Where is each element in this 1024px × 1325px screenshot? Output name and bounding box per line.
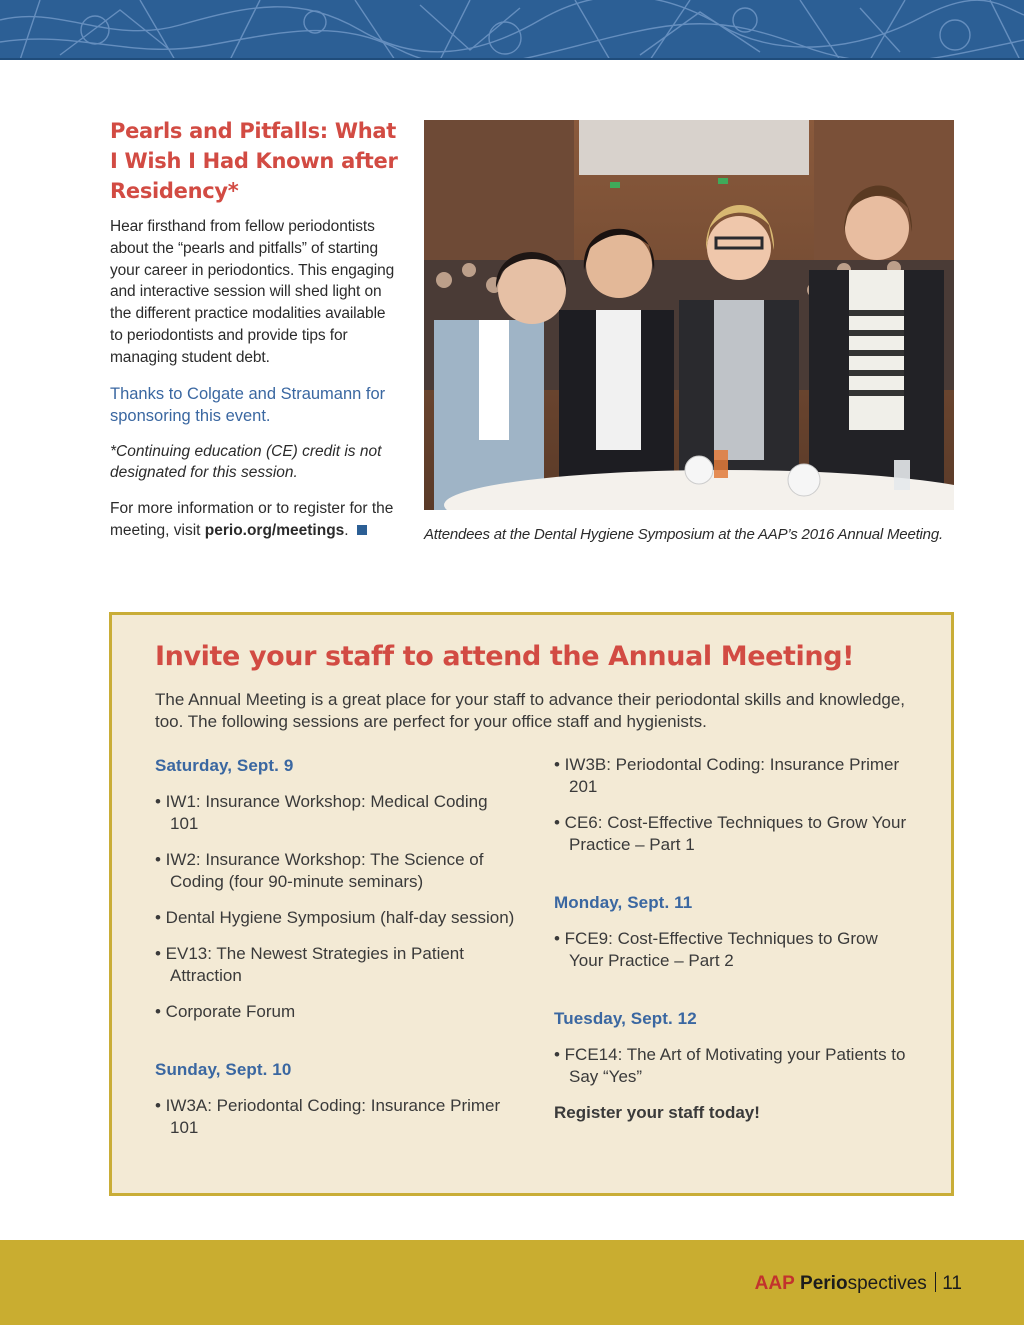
session-item: • IW1: Insurance Workshop: Medical Coding 101 — [155, 792, 488, 833]
day-heading-sunday: Sunday, Sept. 10 — [155, 1060, 292, 1079]
article-title-line: I Wish I Had Known after — [110, 149, 398, 173]
invite-intro: The Annual Meeting is a great place for your staff to advance their periodontal skills and knowledge, too. The following sessions are perfect for your office staff and hygienists. — [155, 690, 906, 731]
pearls-pitfalls-article — [110, 116, 402, 542]
section-spacer — [554, 870, 914, 892]
article-title-line: Residency* — [110, 179, 239, 203]
day-heading-saturday: Saturday, Sept. 9 — [155, 756, 294, 775]
register-staff-cta: Register your staff today! — [554, 1103, 760, 1122]
session-item: • Dental Hygiene Symposium (half-day session) — [155, 908, 515, 927]
publication-brand — [755, 1272, 962, 1295]
session-item: • Corporate Forum — [155, 1002, 296, 1021]
session-item: • IW2: Insurance Workshop: The Science of Coding (four 90-minute seminars) — [155, 850, 484, 891]
top-decorative-banner — [0, 0, 1024, 60]
sponsor-thanks: Thanks to Colgate and Straumann for sponsoring this event. — [110, 384, 386, 425]
session-item: • FCE9: Cost-Effective Techniques to Grow Your Practice – Part 2 — [554, 929, 878, 970]
section-spacer — [554, 986, 914, 1008]
sessions-right-column — [554, 754, 914, 1124]
day-heading-tuesday: Tuesday, Sept. 12 — [554, 1009, 697, 1028]
more-info-suffix: . — [344, 521, 349, 539]
photo-caption: Attendees at the Dental Hygiene Symposium at the AAP’s 2016 Annual Meeting. — [424, 526, 943, 543]
more-info-prefix: For more information or to register for the meeting, visit — [110, 500, 394, 539]
brand-perio: Perio — [800, 1273, 848, 1294]
banner-bottom-rule — [0, 58, 1024, 60]
session-item: • IW3A: Periodontal Coding: Insurance Primer 101 — [155, 1096, 501, 1137]
page-number: 11 — [942, 1273, 962, 1294]
brand-separator — [935, 1272, 937, 1292]
session-item: • CE6: Cost-Effective Techniques to Grow Your Practice – Part 1 — [554, 813, 907, 854]
day-heading-monday: Monday, Sept. 11 — [554, 893, 693, 912]
page-footer — [0, 1240, 1024, 1325]
section-spacer — [155, 1037, 515, 1059]
invite-heading: Invite your staff to attend the Annual Meeting! — [155, 641, 855, 672]
sessions-left-column — [155, 755, 515, 1153]
invite-staff-box — [109, 612, 954, 1196]
end-of-article-square-icon — [357, 525, 367, 535]
more-info-text — [110, 498, 402, 542]
brand-spectives: spectives — [847, 1273, 927, 1294]
session-item: • FCE14: The Art of Motivating your Patients to Say “Yes” — [554, 1045, 906, 1086]
attendees-photo — [424, 120, 954, 510]
brand-aap: AAP — [754, 1273, 795, 1294]
session-item: • IW3B: Periodontal Coding: Insurance Primer 201 — [554, 755, 900, 796]
article-body: Hear firsthand from fellow periodontists about the “pearls and pitfalls” of starting your career in periodontics. This engaging and interactive session will shed light on the different practice modalities available to periodontists and provide tips for managing student debt. — [110, 218, 395, 366]
article-title — [110, 116, 402, 206]
article-title-line: Pearls and Pitfalls: What — [110, 119, 396, 143]
session-item: • EV13: The Newest Strategies in Patient Attraction — [155, 944, 464, 985]
ce-credit-note: *Continuing education (CE) credit is not designated for this session. — [110, 442, 382, 482]
banner-pattern-graphic — [0, 0, 1024, 60]
attendees-photo-illustration — [424, 120, 954, 510]
meetings-link[interactable]: perio.org/meetings — [204, 521, 345, 539]
